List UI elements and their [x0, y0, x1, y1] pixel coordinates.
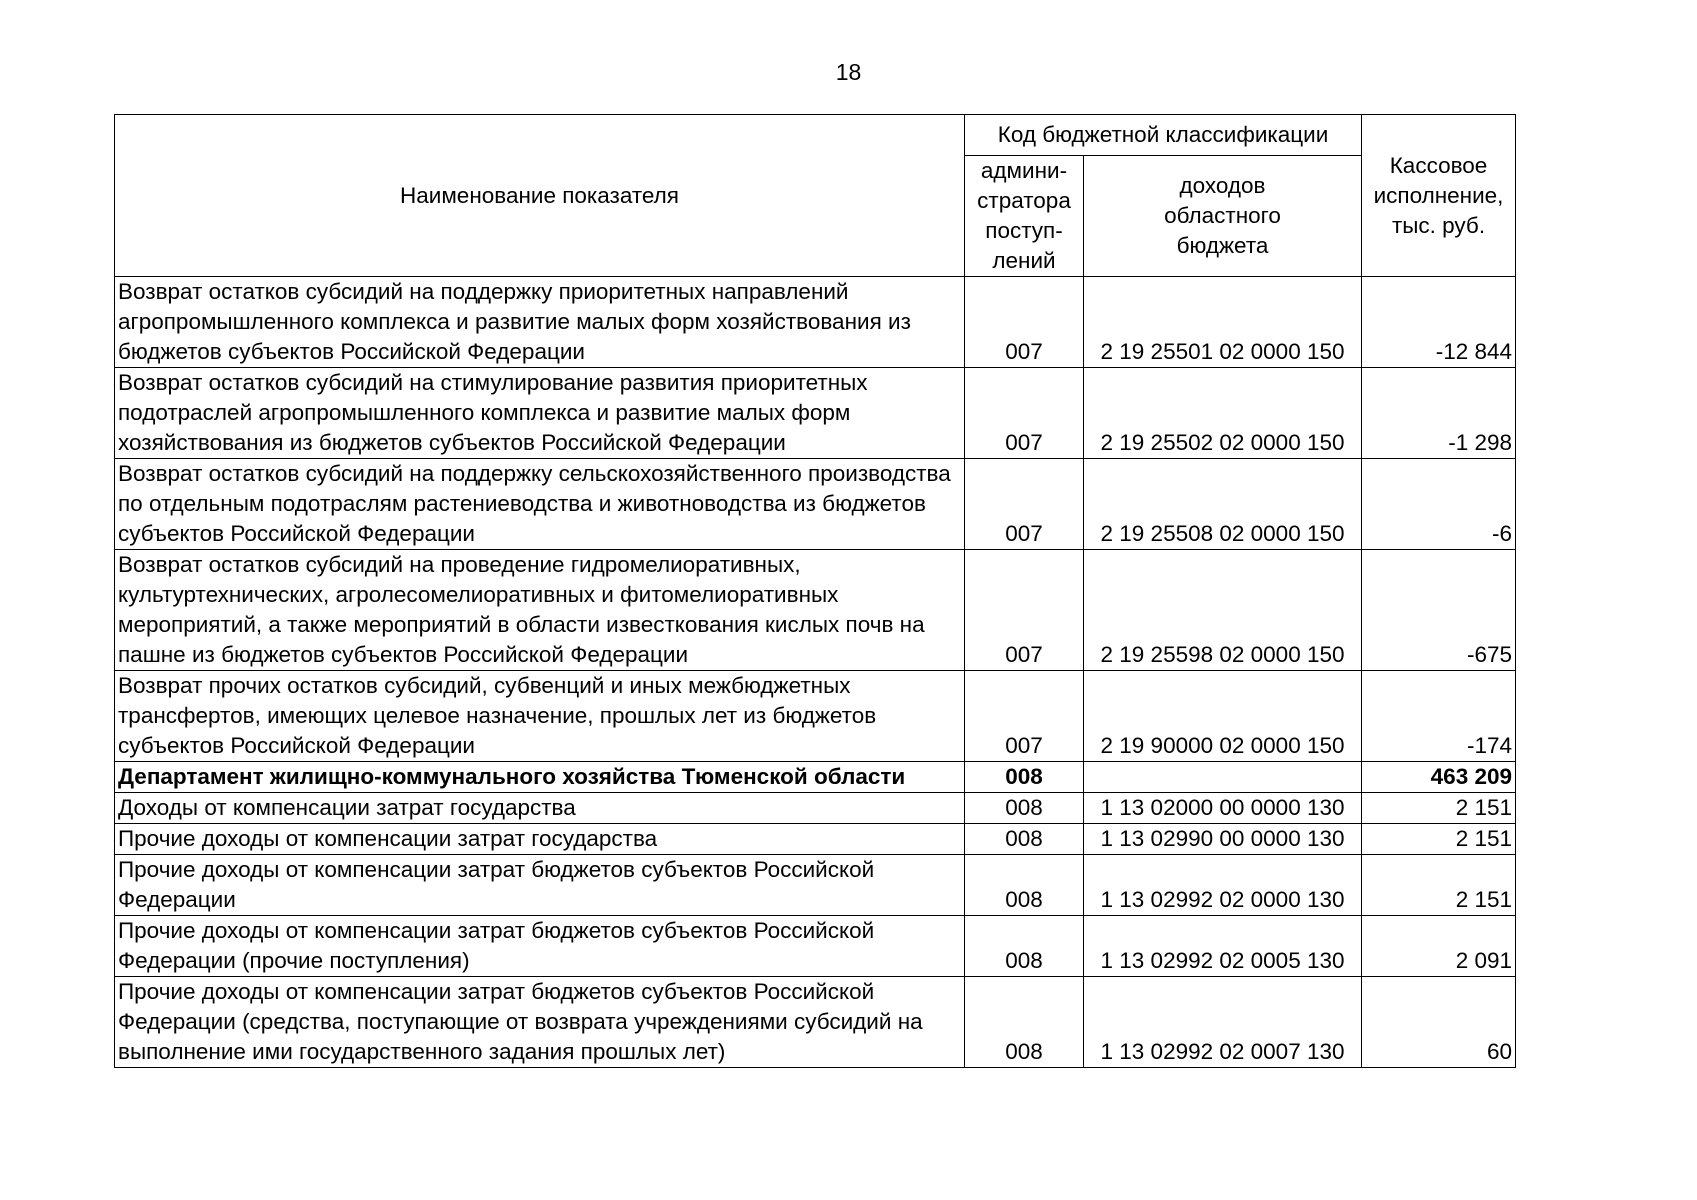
table-header	[115, 115, 1516, 277]
cell-administrator: 008	[965, 855, 1084, 916]
cell-code: 1 13 02990 00 0000 130	[1084, 824, 1362, 855]
header-income: доходов областного бюджета	[1084, 156, 1362, 277]
cell-code: 2 19 25502 02 0000 150	[1084, 368, 1362, 459]
cell-administrator: 008	[965, 916, 1084, 977]
cell-amount: -1 298	[1362, 368, 1516, 459]
table-row	[115, 855, 1516, 916]
table-row	[115, 793, 1516, 824]
cell-name: Возврат прочих остатков субсидий, субвенций и иных межбюджетных трансфертов, имеющих целевое назначение, прошлых лет из бюджетов субъектов Российской Федерации	[115, 671, 965, 762]
cell-administrator: 007	[965, 671, 1084, 762]
table-row	[115, 762, 1516, 793]
cell-administrator: 007	[965, 277, 1084, 368]
header-name: Наименование показателя	[115, 115, 965, 277]
table-row	[115, 671, 1516, 762]
cell-amount: 2 091	[1362, 916, 1516, 977]
cell-code: 1 13 02000 00 0000 130	[1084, 793, 1362, 824]
cell-name: Прочие доходы от компенсации затрат бюджетов субъектов Российской Федерации (средства, поступающие от возврата учреждениями субсидий на выполнение ими государственного задания прошлых лет)	[115, 977, 965, 1068]
cell-administrator: 008	[965, 824, 1084, 855]
cell-name: Прочие доходы от компенсации затрат государства	[115, 824, 965, 855]
table-row	[115, 824, 1516, 855]
cell-administrator: 007	[965, 368, 1084, 459]
cell-code: 2 19 90000 02 0000 150	[1084, 671, 1362, 762]
header-administrator: админи- стратора поступ- лений	[965, 156, 1084, 277]
header-execution: Кассовое исполнение, тыс. руб.	[1362, 115, 1516, 277]
table-body	[115, 277, 1516, 1068]
table-row	[115, 368, 1516, 459]
cell-name: Прочие доходы от компенсации затрат бюджетов субъектов Российской Федерации (прочие поступления)	[115, 916, 965, 977]
cell-name: Возврат остатков субсидий на поддержку приоритетных направлений агропромышленного комплекса и развитие малых форм хозяйствования из бюджетов субъектов Российской Федерации	[115, 277, 965, 368]
cell-name: Возврат остатков субсидий на стимулирование развития приоритетных подотраслей агропромышленного комплекса и развитие малых форм хозяйствования из бюджетов субъектов Российской Федерации	[115, 368, 965, 459]
page-number: 18	[835, 59, 862, 85]
cell-administrator: 008	[965, 977, 1084, 1068]
cell-administrator: 007	[965, 550, 1084, 671]
table-row	[115, 277, 1516, 368]
cell-name: Возврат остатков субсидий на проведение гидромелиоративных, культуртехнических, агролесомелиоративных и фитомелиоративных мероприятий, а также мероприятий в области известкования кислых почв на пашне из бюджетов субъектов Российской Федерации	[115, 550, 965, 671]
cell-code	[1084, 762, 1362, 793]
cell-amount: 2 151	[1362, 855, 1516, 916]
cell-code: 1 13 02992 02 0000 130	[1084, 855, 1362, 916]
table-row	[115, 977, 1516, 1068]
cell-amount: 2 151	[1362, 793, 1516, 824]
cell-amount: -12 844	[1362, 277, 1516, 368]
cell-code: 2 19 25501 02 0000 150	[1084, 277, 1362, 368]
cell-administrator: 008	[965, 762, 1084, 793]
cell-administrator: 008	[965, 793, 1084, 824]
table-row	[115, 550, 1516, 671]
cell-name: Возврат остатков субсидий на поддержку сельскохозяйственного производства по отдельным подотраслям растениеводства и животноводства из бюджетов субъектов Российской Федерации	[115, 459, 965, 550]
cell-amount: -6	[1362, 459, 1516, 550]
cell-name: Доходы от компенсации затрат государства	[115, 793, 965, 824]
header-code-group: Код бюджетной классификации	[965, 115, 1362, 156]
table-row	[115, 459, 1516, 550]
cell-name: Департамент жилищно-коммунального хозяйства Тюменской области	[115, 762, 965, 793]
cell-name: Прочие доходы от компенсации затрат бюджетов субъектов Российской Федерации	[115, 855, 965, 916]
cell-amount: 2 151	[1362, 824, 1516, 855]
cell-amount: -174	[1362, 671, 1516, 762]
table-row	[115, 916, 1516, 977]
cell-amount: -675	[1362, 550, 1516, 671]
cell-code: 1 13 02992 02 0007 130	[1084, 977, 1362, 1068]
budget-table	[114, 114, 1516, 1068]
cell-administrator: 007	[965, 459, 1084, 550]
cell-code: 2 19 25598 02 0000 150	[1084, 550, 1362, 671]
cell-code: 2 19 25508 02 0000 150	[1084, 459, 1362, 550]
cell-amount: 463 209	[1362, 762, 1516, 793]
cell-code: 1 13 02992 02 0005 130	[1084, 916, 1362, 977]
cell-amount: 60	[1362, 977, 1516, 1068]
